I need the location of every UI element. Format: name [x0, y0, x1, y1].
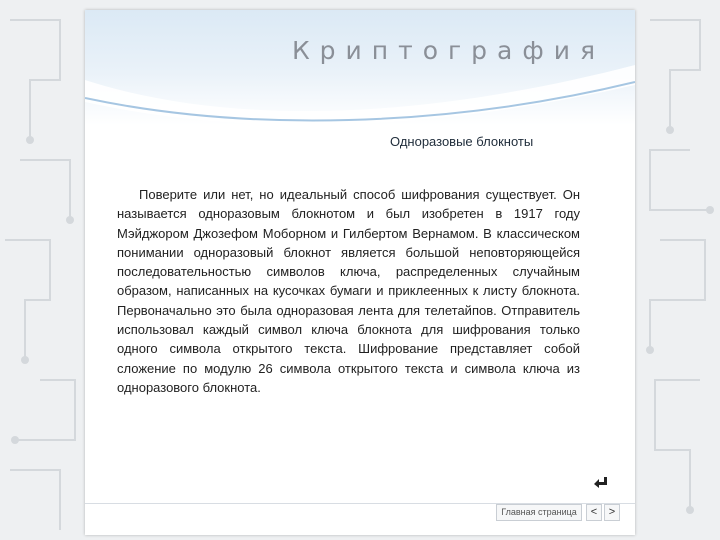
section-title: Одноразовые блокноты [390, 134, 534, 149]
header-swoosh [85, 10, 635, 130]
slide [85, 10, 635, 535]
next-slide-button[interactable]: > [604, 504, 620, 521]
app-title: Криптография [291, 36, 605, 65]
body-text: Поверите или нет, но идеальный способ шифрования существует. Он называется одноразовым блокнотом и был изобретен в 1917 году Мэйджором Джозефом Моборном и Гилбертом Вернамом. В классическом понимании одноразовый блокнот является большой неповторяющейся последовательностью символов ключа, распределенных случайным образом, написанных на кусочках бумаги и приклеенных к листу блокнота. Первоначально это была одноразовая лента для телетайпов. Отправитель использовал каждый символ ключа блокнота для шифрования только одного символа открытого текста. Шифрование представляет собой сложение по модулю 26 символа открытого текста и символа ключа из одноразового блокнота. [117, 187, 580, 395]
previous-slide-button[interactable]: < [586, 504, 602, 521]
return-arrow-icon[interactable] [591, 474, 609, 492]
home-page-button[interactable]: Главная страница [496, 504, 582, 521]
